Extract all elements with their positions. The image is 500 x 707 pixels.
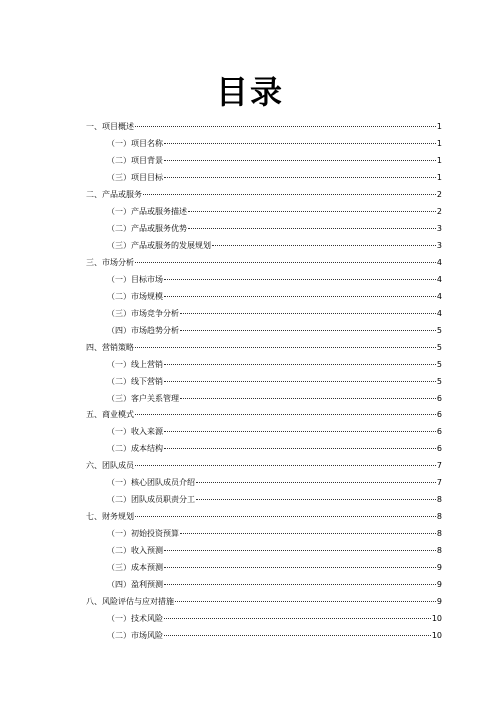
toc-entry-label: （二）市场规模 [107,291,163,301]
toc-subsection-entry[interactable] [86,357,442,374]
toc-dot-leader [135,516,436,517]
toc-page-number: 1 [436,122,442,131]
table-of-contents [86,119,442,645]
toc-section-entry[interactable] [86,509,442,526]
toc-subsection-entry[interactable] [86,441,442,458]
toc-entry-label: （二）市场风险 [107,631,163,641]
toc-entry-label: 五、商业模式 [86,410,134,420]
toc-subsection-entry[interactable] [86,289,442,306]
toc-dot-leader [180,533,436,534]
toc-dot-leader [164,143,436,144]
toc-entry-label: 七、财务规划 [86,512,134,522]
toc-dot-leader [164,584,436,585]
toc-page-number: 6 [436,444,442,454]
toc-entry-label: 四、营销策略 [86,342,134,352]
toc-page-number: 9 [436,580,442,590]
toc-entry-label: （一）初始投资预算 [107,529,179,539]
toc-entry-label: （三）客户关系管理 [107,393,179,403]
toc-entry-label: 一、项目概述 [86,122,134,131]
toc-page-number: 8 [436,495,442,505]
toc-dot-leader [212,245,436,246]
toc-entry-label: （二）团队成员职责分工 [107,495,195,505]
toc-page-number: 4 [436,308,442,318]
toc-page-number: 7 [436,478,442,488]
toc-entry-label: （一）核心团队成员介绍 [107,478,195,488]
toc-subsection-entry[interactable] [86,221,442,238]
toc-dot-leader [143,194,436,195]
toc-entry-label: （一）技术风险 [107,614,163,624]
toc-entry-label: （一）项目名称 [107,138,163,148]
toc-subsection-entry[interactable] [86,170,442,187]
toc-dot-leader [164,296,436,297]
toc-page-number: 5 [436,376,442,386]
toc-subsection-entry[interactable] [86,153,442,170]
toc-dot-leader [164,635,431,636]
toc-page-number: 4 [436,274,442,284]
toc-dot-leader [180,330,436,331]
toc-dot-leader [135,414,436,415]
toc-subsection-entry[interactable] [86,526,442,543]
toc-dot-leader [188,211,436,212]
toc-entry-label: （四）盈利预测 [107,580,163,590]
toc-title: 目录 [215,73,284,111]
toc-subsection-entry[interactable] [86,306,442,323]
toc-dot-leader [175,601,436,602]
toc-subsection-entry[interactable] [86,628,442,645]
toc-subsection-entry[interactable] [86,323,442,340]
toc-dot-leader [188,228,436,229]
toc-dot-leader [164,177,436,178]
toc-page-number: 1 [436,172,442,182]
toc-subsection-entry[interactable] [86,272,442,289]
toc-dot-leader [180,313,436,314]
toc-dot-leader [135,347,436,348]
toc-entry-label: （四）市场趋势分析 [107,325,179,335]
toc-page-number: 8 [436,529,442,539]
toc-subsection-entry[interactable] [86,136,442,153]
toc-dot-leader [164,567,436,568]
toc-page-number: 1 [436,138,442,148]
toc-dot-leader [164,431,436,432]
toc-page-number: 4 [436,257,442,267]
toc-subsection-entry[interactable] [86,492,442,509]
toc-page-number: 2 [436,189,442,199]
toc-section-entry[interactable] [86,187,442,204]
toc-page-number: 10 [431,631,442,641]
toc-dot-leader [196,482,436,483]
toc-entry-label: （二）项目背景 [107,155,163,165]
toc-subsection-entry[interactable] [86,560,442,577]
toc-page-number: 8 [436,512,442,522]
toc-subsection-entry[interactable] [86,475,442,492]
toc-dot-leader [135,465,436,466]
toc-section-entry[interactable] [86,594,442,611]
toc-page-number: 9 [436,563,442,573]
toc-dot-leader [164,381,436,382]
toc-section-entry[interactable] [86,119,442,136]
toc-page-number: 6 [436,410,442,420]
toc-page-number: 9 [436,597,442,607]
toc-dot-leader [164,279,436,280]
toc-dot-leader [196,499,436,500]
toc-section-entry[interactable] [86,458,442,475]
toc-entry-label: （一）目标市场 [107,274,163,284]
toc-entry-label: 八、风险评估与应对措施 [86,597,174,607]
toc-dot-leader [164,448,436,449]
toc-entry-label: （一）产品或服务描述 [107,206,187,216]
toc-subsection-entry[interactable] [86,543,442,560]
toc-entry-label: （一）收入来源 [107,427,163,437]
toc-page-number: 10 [431,614,442,624]
toc-subsection-entry[interactable] [86,577,442,594]
toc-page-number: 6 [436,427,442,437]
toc-page-number: 4 [436,291,442,301]
toc-subsection-entry[interactable] [86,611,442,628]
toc-entry-label: （三）项目目标 [107,172,163,182]
toc-entry-label: （二）成本结构 [107,444,163,454]
toc-dot-leader [180,398,436,399]
toc-section-entry[interactable] [86,340,442,357]
toc-entry-label: （二）收入预测 [107,546,163,556]
toc-page-number: 2 [436,206,442,216]
toc-entry-label: （三）市场竞争分析 [107,308,179,318]
toc-dot-leader [135,126,436,127]
toc-entry-label: （二）产品或服务优势 [107,223,187,233]
toc-subsection-entry[interactable] [86,391,442,408]
toc-page-number: 5 [436,359,442,369]
toc-page-number: 1 [436,155,442,165]
toc-dot-leader [164,364,436,365]
toc-entry-label: 六、团队成员 [86,461,134,471]
toc-dot-leader [164,618,431,619]
toc-entry-label: （一）线上营销 [107,359,163,369]
toc-dot-leader [164,550,436,551]
toc-subsection-entry[interactable] [86,374,442,391]
toc-entry-label: （三）成本预测 [107,563,163,573]
toc-page-number: 3 [436,240,442,250]
toc-page-number: 7 [436,461,442,471]
toc-entry-label: 二、产品或服务 [86,189,142,199]
toc-page-number: 3 [436,223,442,233]
toc-page-number: 5 [436,325,442,335]
toc-subsection-entry[interactable] [86,238,442,255]
toc-section-entry[interactable] [86,255,442,272]
toc-entry-label: 三、市场分析 [86,257,134,267]
toc-page-number: 8 [436,546,442,556]
toc-subsection-entry[interactable] [86,204,442,221]
toc-entry-label: （三）产品或服务的发展规划 [107,240,211,250]
toc-section-entry[interactable] [86,407,442,424]
toc-page-number: 6 [436,393,442,403]
toc-dot-leader [164,160,436,161]
toc-entry-label: （二）线下营销 [107,376,163,386]
toc-subsection-entry[interactable] [86,424,442,441]
toc-dot-leader [135,262,436,263]
toc-page-number: 5 [436,342,442,352]
